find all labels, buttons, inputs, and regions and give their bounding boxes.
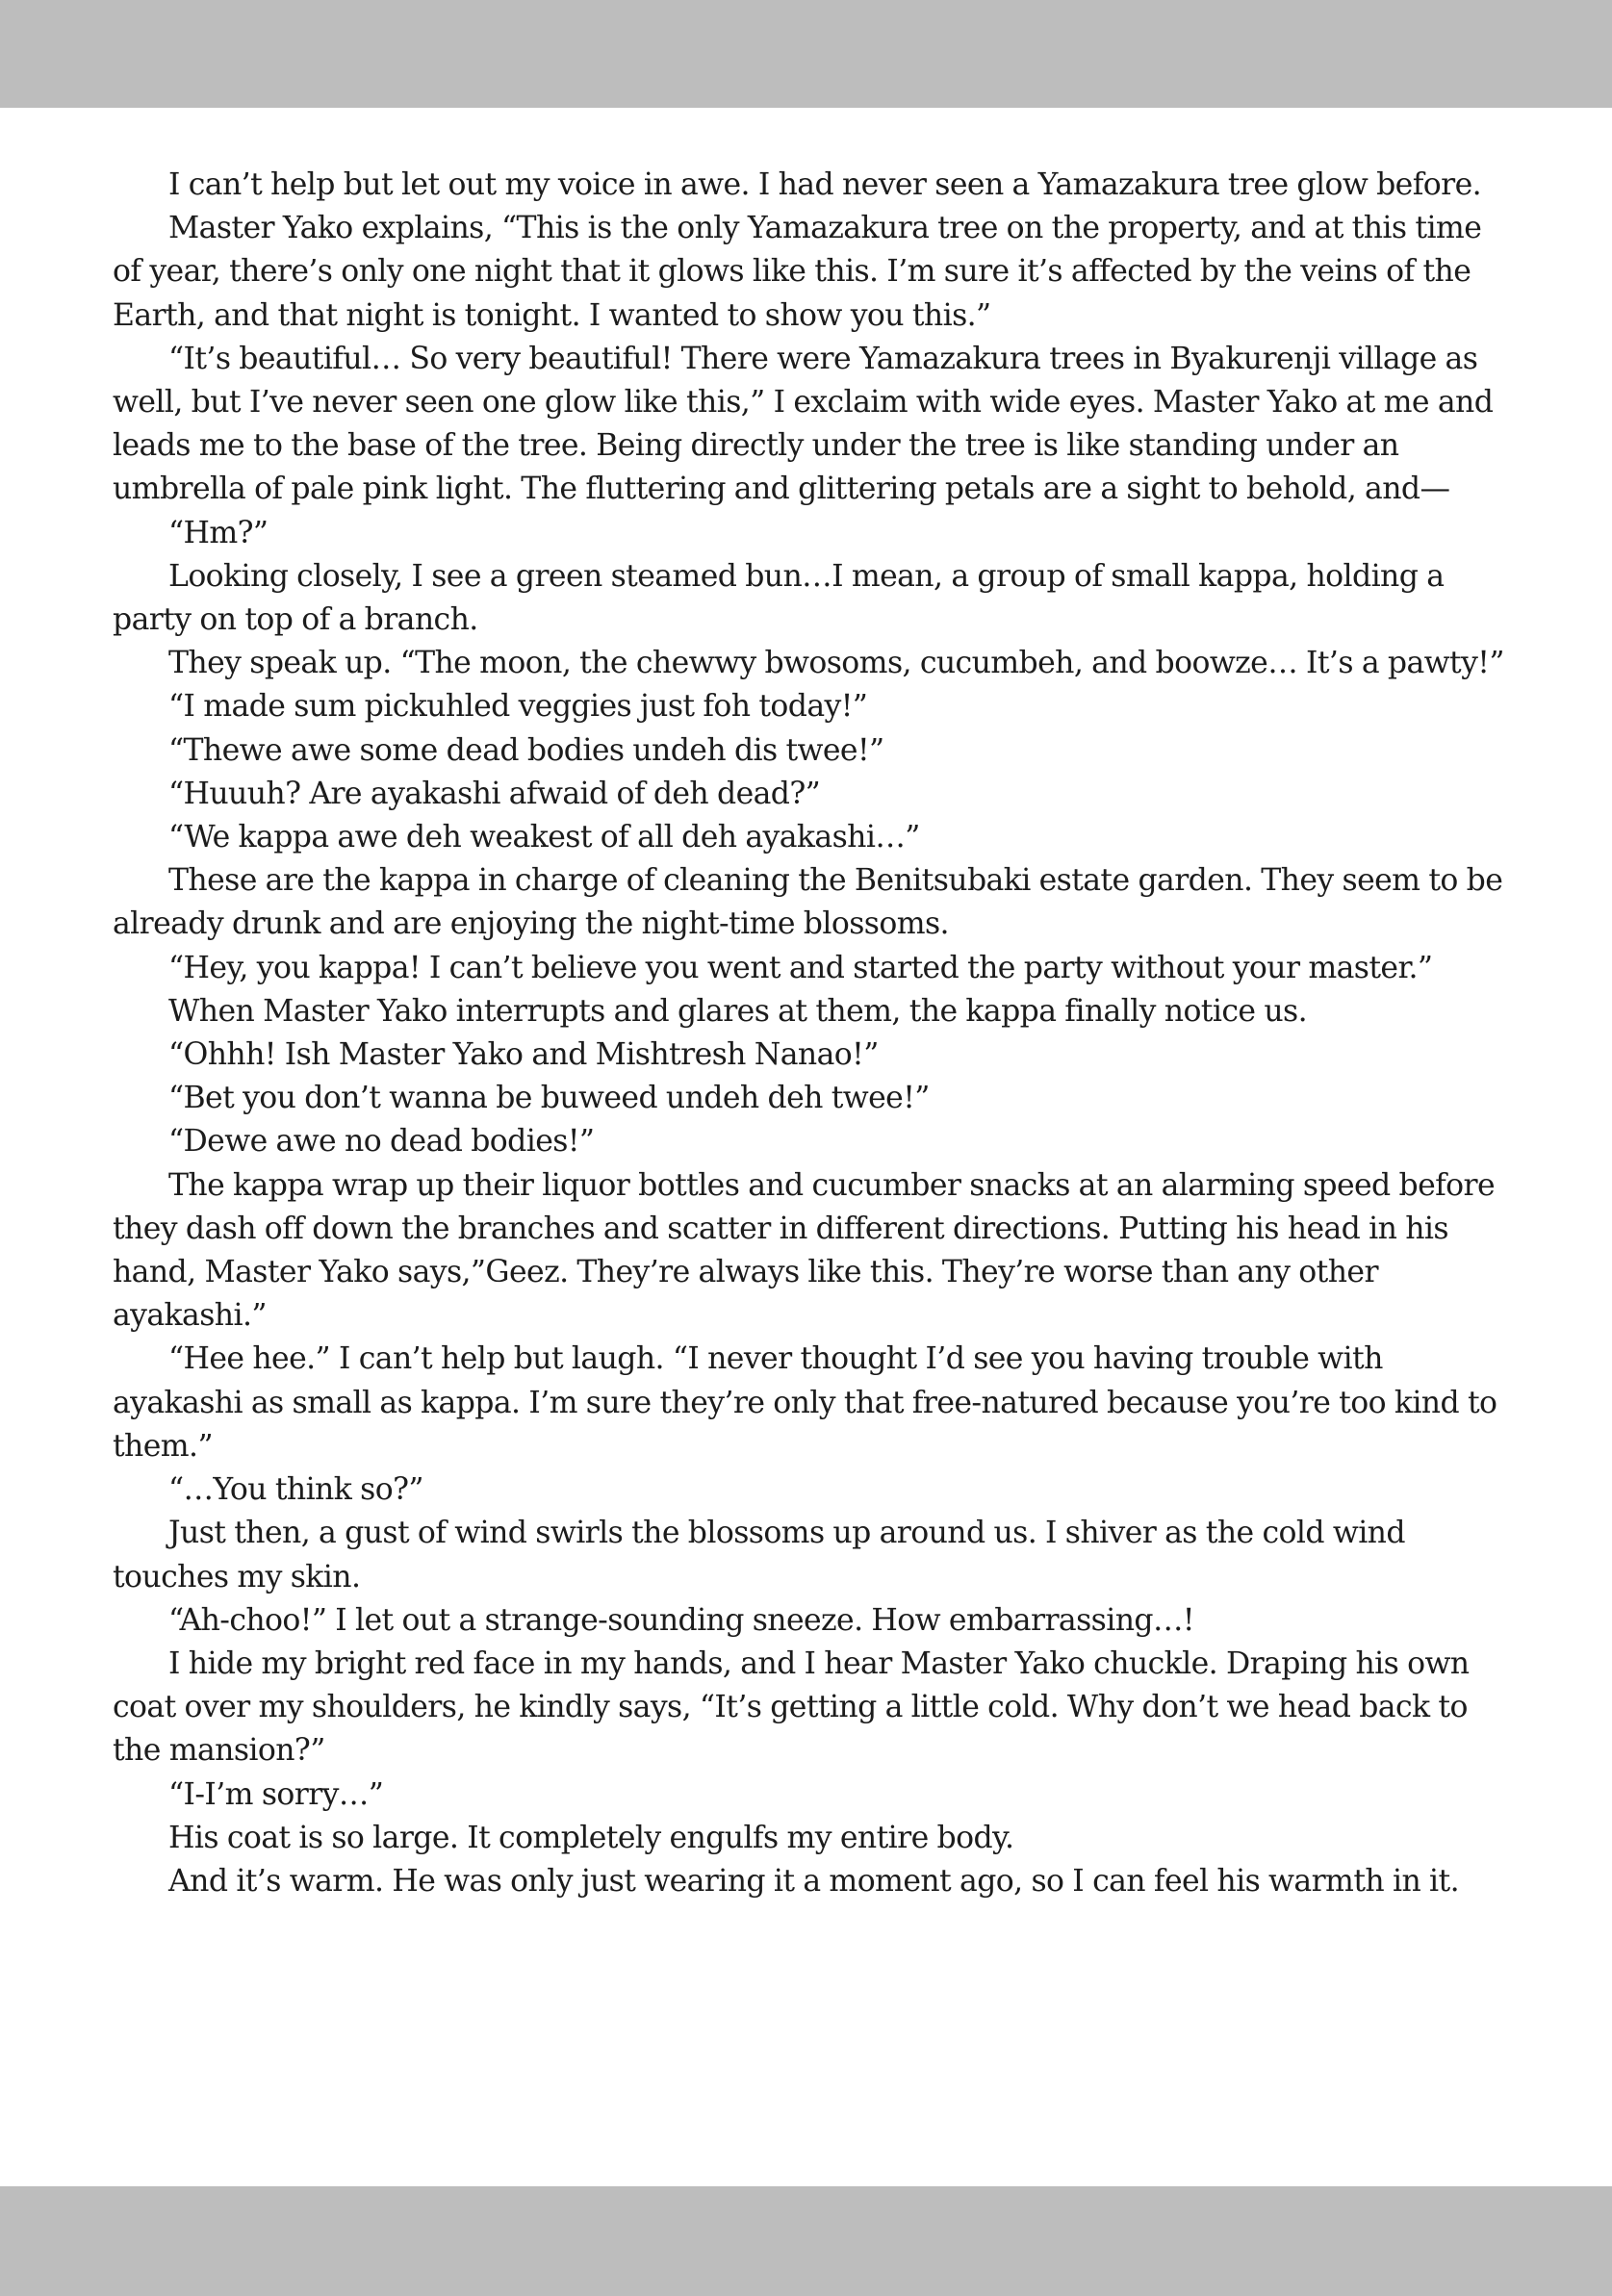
paragraph: “Hey, you kappa! I can’t believe you went and started the party without your master.” <box>168 950 1433 985</box>
paragraph: Master Yako explains, “This is the only Yamazakura tree on the property, and at this time of year, there’s only one night that it glows like this. I’m sure it’s affected by the veins of the Earth, and that night is tonight. I wanted to show you this.” <box>113 211 1482 333</box>
paragraph: Just then, a gust of wind swirls the blossoms up around us. I shiver as the cold wind touches my skin. <box>113 1516 1405 1594</box>
paragraph: “Ohhh! Ish Master Yako and Mishtresh Nanao!” <box>168 1037 879 1073</box>
paragraph: “Hm?” <box>168 515 269 550</box>
paragraph: “Ah-choo!” I let out a strange-sounding sneeze. How embarrassing…! <box>168 1602 1194 1638</box>
paragraph: The kappa wrap up their liquor bottles and cucumber snacks at an alarming speed before they dash off down the branches and scatter in different directions. Putting his head in his hand, Master Yako says,”Geez. They’re always like this. They’re worse than any other ayakashi.” <box>113 1167 1496 1334</box>
paragraph: “We kappa awe deh weakest of all deh ayakashi…” <box>168 820 920 855</box>
paragraph: “It’s beautiful… So very beautiful! There were Yamazakura trees in Byakurenji village as well, but I’ve never seen one glow like this,” I exclaim with wide eyes. Master Yako at me and leads me to the base of the tree. Being directly under the tree is like standing under an umbrella of pale pink light. The fluttering and glittering petals are a sight to behold, and— <box>113 341 1494 507</box>
paragraph: “I made sum pickuhled veggies just foh today!” <box>168 689 868 725</box>
paragraph: These are the kappa in charge of cleaning the Benitsubaki estate garden. They seem to be already drunk and are enjoying the night-time blossoms. <box>113 863 1503 942</box>
paragraph: His coat is so large. It completely engulfs my entire body. <box>168 1820 1014 1855</box>
story-text <box>113 164 1518 1903</box>
paragraph: They speak up. “The moon, the chewwy bwosoms, cucumbeh, and boowze… It’s a pawty!” <box>168 646 1504 681</box>
paragraph: “I-I’m sorry…” <box>168 1776 384 1812</box>
paragraph: “…You think so?” <box>168 1472 423 1508</box>
paragraph: “Thewe awe some dead bodies undeh dis twee!” <box>168 732 884 768</box>
paragraph: When Master Yako interrupts and glares at them, the kappa finally notice us. <box>168 993 1308 1029</box>
paragraph: I hide my bright red face in my hands, and I hear Master Yako chuckle. Draping his own coat over my shoulders, he kindly says, “It’s getting a little cold. Why don’t we head back to the mansion?” <box>113 1645 1470 1769</box>
paragraph: And it’s warm. He was only just wearing it a moment ago, so I can feel his warmth in it. <box>168 1863 1460 1899</box>
paragraph: “Hee hee.” I can’t help but laugh. “I never thought I’d see you having trouble with ayakashi as small as kappa. I’m sure they’re only that free-natured because you’re too kind to them.” <box>113 1341 1497 1464</box>
paragraph: I can’t help but let out my voice in awe. I had never seen a Yamazakura tree glow before. <box>168 167 1482 202</box>
bottom-margin-band <box>0 2186 1612 2296</box>
paragraph: “Dewe awe no dead bodies!” <box>168 1124 595 1160</box>
paragraph: “Bet you don’t wanna be buweed undeh deh twee!” <box>168 1081 930 1116</box>
paragraph: Looking closely, I see a green steamed bun…I mean, a group of small kappa, holding a party on top of a branch. <box>113 558 1445 638</box>
paragraph: “Huuuh? Are ayakashi afwaid of deh dead?” <box>168 776 821 811</box>
top-margin-band <box>0 0 1612 108</box>
